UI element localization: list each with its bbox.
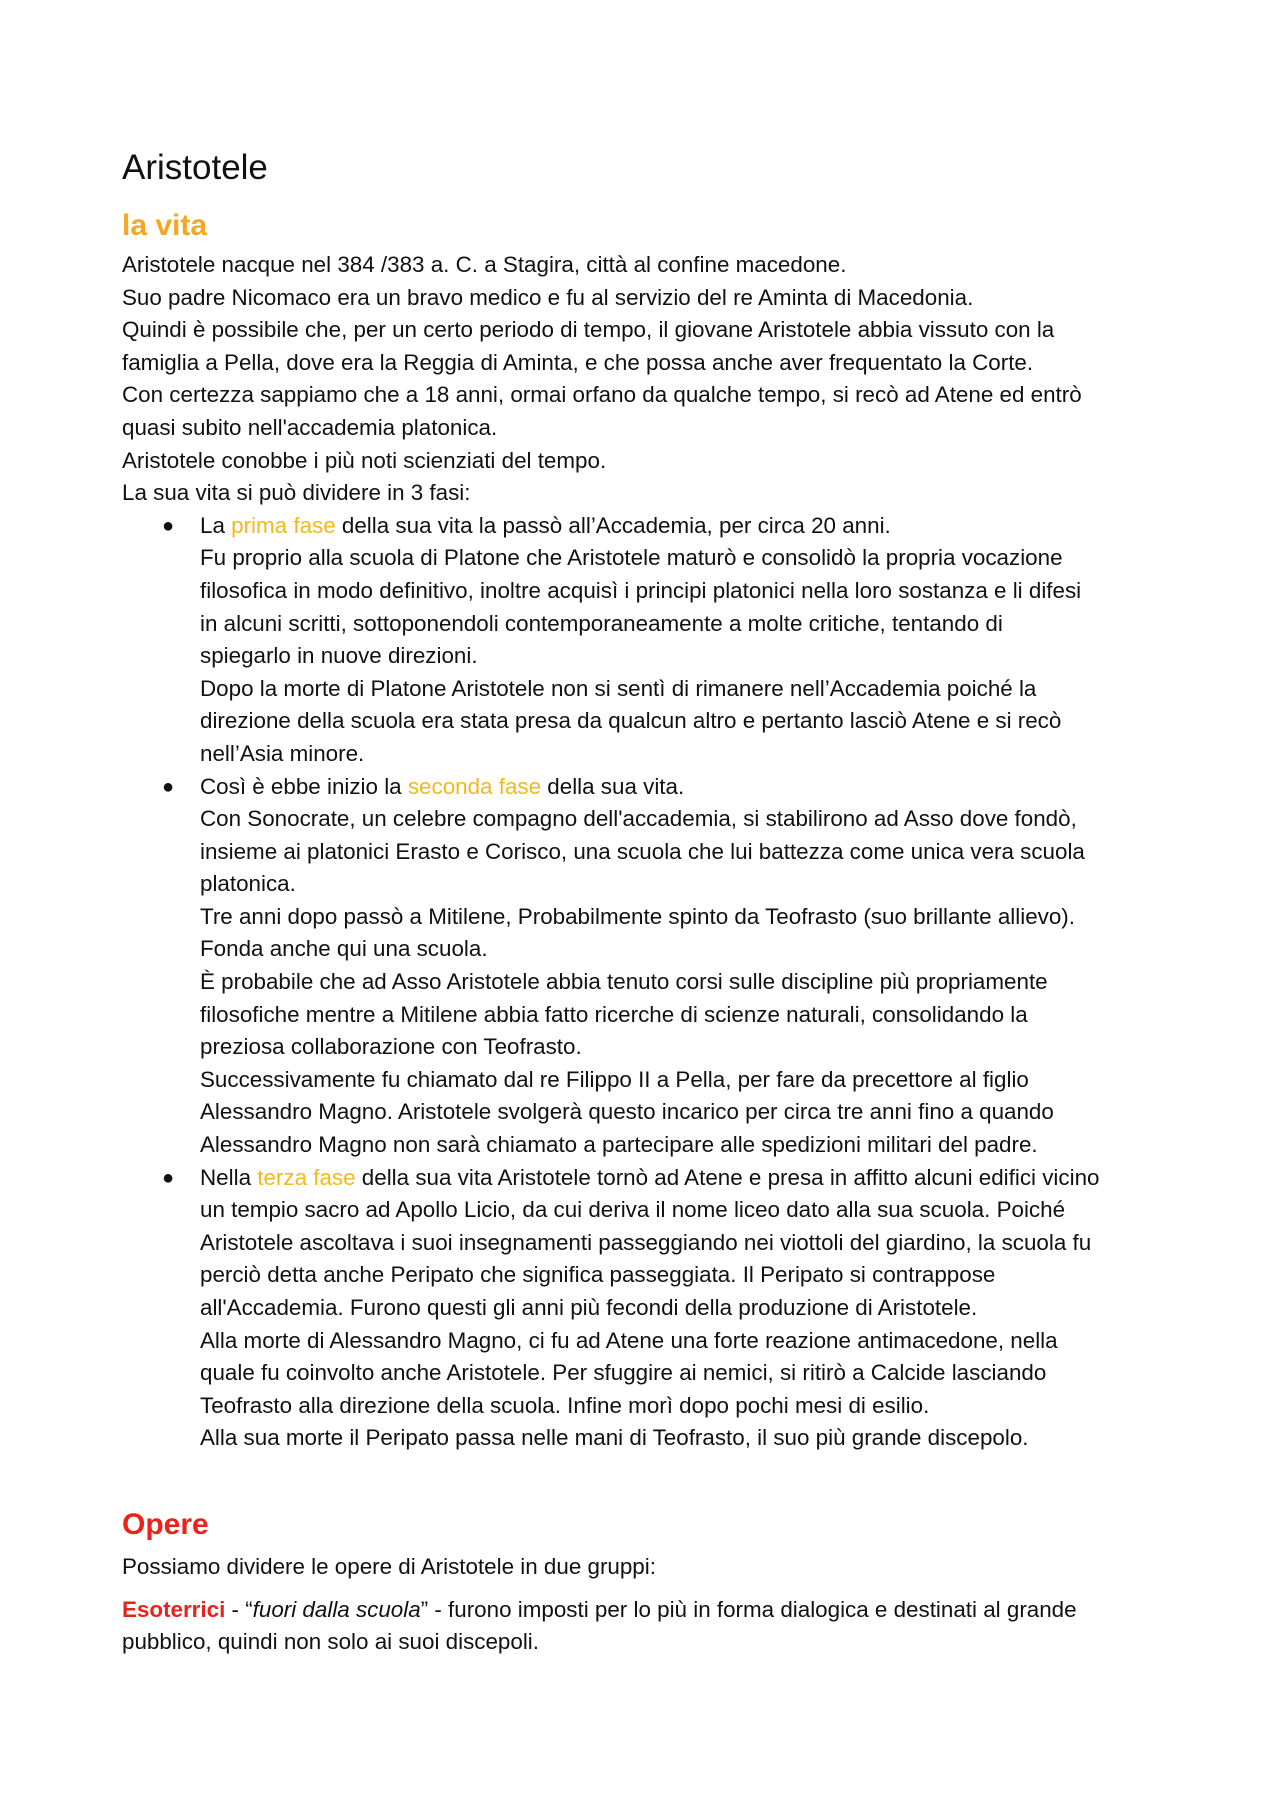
paragraph-line: direzione della scuola era stata presa da qualcun altro e pertanto lasciò Atene e si recò	[200, 708, 1062, 734]
paragraph-line: quasi subito nell'accademia platonica.	[122, 414, 498, 440]
paragraph-line: all'Accademia. Furono questi gli anni più fecondi della produzione di Aristotele.	[200, 1295, 978, 1320]
list-item-lead	[200, 510, 1182, 543]
paragraph-line: Tre anni dopo passò a Mitilene, Probabilmente spinto da Teofrasto (suo brillante allievo).	[200, 903, 1075, 929]
section-heading-vita: la vita	[122, 209, 208, 242]
paragraph-line: pubblico, quindi non solo ai suoi discepoli.	[122, 1629, 539, 1655]
paragraph-line: Alessandro Magno non sarà chiamato a partecipare alle spedizioni militari del padre.	[200, 1132, 1038, 1158]
paragraph-line: Alessandro Magno. Aristotele svolgerà questo incarico per circa tre anni fino a quando	[200, 1099, 1054, 1125]
lead-text: della sua vita Aristotele tornò ad Atene e presa in affitto alcuni edifici vicino	[355, 1164, 1100, 1190]
paragraph-line: in alcuni scritti, sottoponendoli contemporaneamente a molte critiche, tentando di	[200, 610, 1003, 636]
lead-text: Nella	[200, 1164, 258, 1190]
list-item-prima-fase	[122, 510, 1182, 771]
text-fragment: - “	[225, 1596, 253, 1622]
paragraph-line: Fonda anche qui una scuola.	[200, 936, 488, 962]
paragraph-line: È probabile che ad Asso Aristotele abbia tenuto corsi sulle discipline più propriamente	[200, 969, 1048, 995]
highlight-terza-fase: terza fase	[257, 1164, 356, 1190]
bullet-icon: ●	[162, 514, 175, 537]
fasi-list	[122, 510, 1182, 1455]
paragraph-line	[122, 1594, 1182, 1627]
paragraph-line: Con Sonocrate, un celebre compagno dell'accademia, si stabilirono ad Asso dove fondò,	[200, 806, 1077, 832]
paragraph-line: insieme ai platonici Erasto e Corisco, una scuola che lui battezza come unica vera scuola	[200, 838, 1085, 864]
list-item-lead	[200, 771, 1182, 804]
highlight-prima-fase: prima fase	[231, 512, 336, 538]
lead-text: La	[200, 512, 232, 538]
highlight-seconda-fase: seconda fase	[407, 773, 542, 799]
esoterici-paragraph	[122, 1594, 1182, 1659]
list-item-lead	[200, 1162, 1182, 1195]
opere-intro: Possiamo dividere le opere di Aristotele in due gruppi:	[122, 1553, 656, 1579]
paragraph-line: quale fu coinvolto anche Aristotele. Per sfuggire ai nemici, si ritirò a Calcide lasciando	[200, 1360, 1047, 1386]
paragraph-line: Alla sua morte il Peripato passa nelle mani di Teofrasto, il suo più grande discepolo.	[200, 1425, 1029, 1451]
paragraph-line: Aristotele conobbe i più noti scienziati del tempo.	[122, 447, 607, 473]
lead-text: Così è ebbe inizio la	[200, 773, 408, 799]
paragraph-line: Aristotele ascoltava i suoi insegnamenti passeggiando nei viottoli del giardino, la scuola fu	[200, 1229, 1092, 1255]
list-item-terza-fase	[122, 1162, 1182, 1455]
lead-text: della sua vita.	[541, 773, 685, 799]
bullet-icon: ●	[162, 1166, 175, 1189]
paragraph-line: nell’Asia minore.	[200, 740, 365, 766]
paragraph-line: platonica.	[200, 871, 296, 897]
paragraph-line: Aristotele nacque nel 384 /383 a. C. a Stagira, città al confine macedone.	[122, 252, 847, 277]
paragraph-line: preziosa collaborazione con Teofrasto.	[200, 1034, 582, 1060]
paragraph-line: Con certezza sappiamo che a 18 anni, ormai orfano da qualche tempo, si recò ad Atene ed entrò	[122, 382, 1082, 408]
paragraph-line: Quindi è possibile che, per un certo periodo di tempo, il giovane Aristotele abbia vissuto con la	[122, 317, 1055, 343]
paragraph-line: famiglia a Pella, dove era la Reggia di Aminta, e che possa anche aver frequentato la Corte.	[122, 349, 1034, 375]
paragraph-line: La sua vita si può dividere in 3 fasi:	[122, 480, 471, 506]
vita-intro	[122, 249, 1182, 510]
esoterici-quote: fuori dalla scuola	[252, 1596, 421, 1622]
paragraph-line: spiegarlo in nuove direzioni.	[200, 643, 478, 669]
section-heading-opere: Opere	[122, 1507, 209, 1541]
paragraph-line: Fu proprio alla scuola di Platone che Aristotele maturò e consolidò la propria vocazione	[200, 545, 1063, 571]
paragraph-line: Successivamente fu chiamato dal re Filippo II a Pella, per fare da precettore al figlio	[200, 1066, 1029, 1092]
text-fragment: ” - furono imposti per lo più in forma dialogica e destinati al grande	[420, 1596, 1077, 1622]
paragraph-line: filosofica in modo definitivo, inoltre acquisì i principi platonici nella loro sostanza e li difesi	[200, 577, 1082, 603]
paragraph-line: Alla morte di Alessandro Magno, ci fu ad Atene una forte reazione antimacedone, nella	[200, 1327, 1058, 1353]
document-page	[122, 146, 1182, 1659]
paragraph-line: filosofiche mentre a Mitilene abbia fatto ricerche di scienze naturali, consolidando la	[200, 1001, 1028, 1027]
paragraph-line: un tempio sacro ad Apollo Licio, da cui deriva il nome liceo dato alla sua scuola. Poiché	[200, 1197, 1066, 1223]
list-item-seconda-fase	[122, 771, 1182, 1162]
lead-text: della sua vita la passò all’Accademia, per circa 20 anni.	[335, 512, 891, 538]
paragraph-line: Suo padre Nicomaco era un bravo medico e fu al servizio del re Aminta di Macedonia.	[122, 284, 974, 310]
paragraph-line: Teofrasto alla direzione della scuola. Infine morì dopo pochi mesi di esilio.	[200, 1392, 930, 1418]
page-title: Aristotele	[122, 148, 268, 187]
paragraph-line: Dopo la morte di Platone Aristotele non si sentì di rimanere nell’Accademia poiché la	[200, 675, 1037, 701]
esoterici-term: Esoterrici	[122, 1596, 226, 1622]
bullet-icon: ●	[162, 775, 175, 798]
paragraph-line: perciò detta anche Peripato che significa passeggiata. Il Peripato si contrappose	[200, 1262, 996, 1288]
